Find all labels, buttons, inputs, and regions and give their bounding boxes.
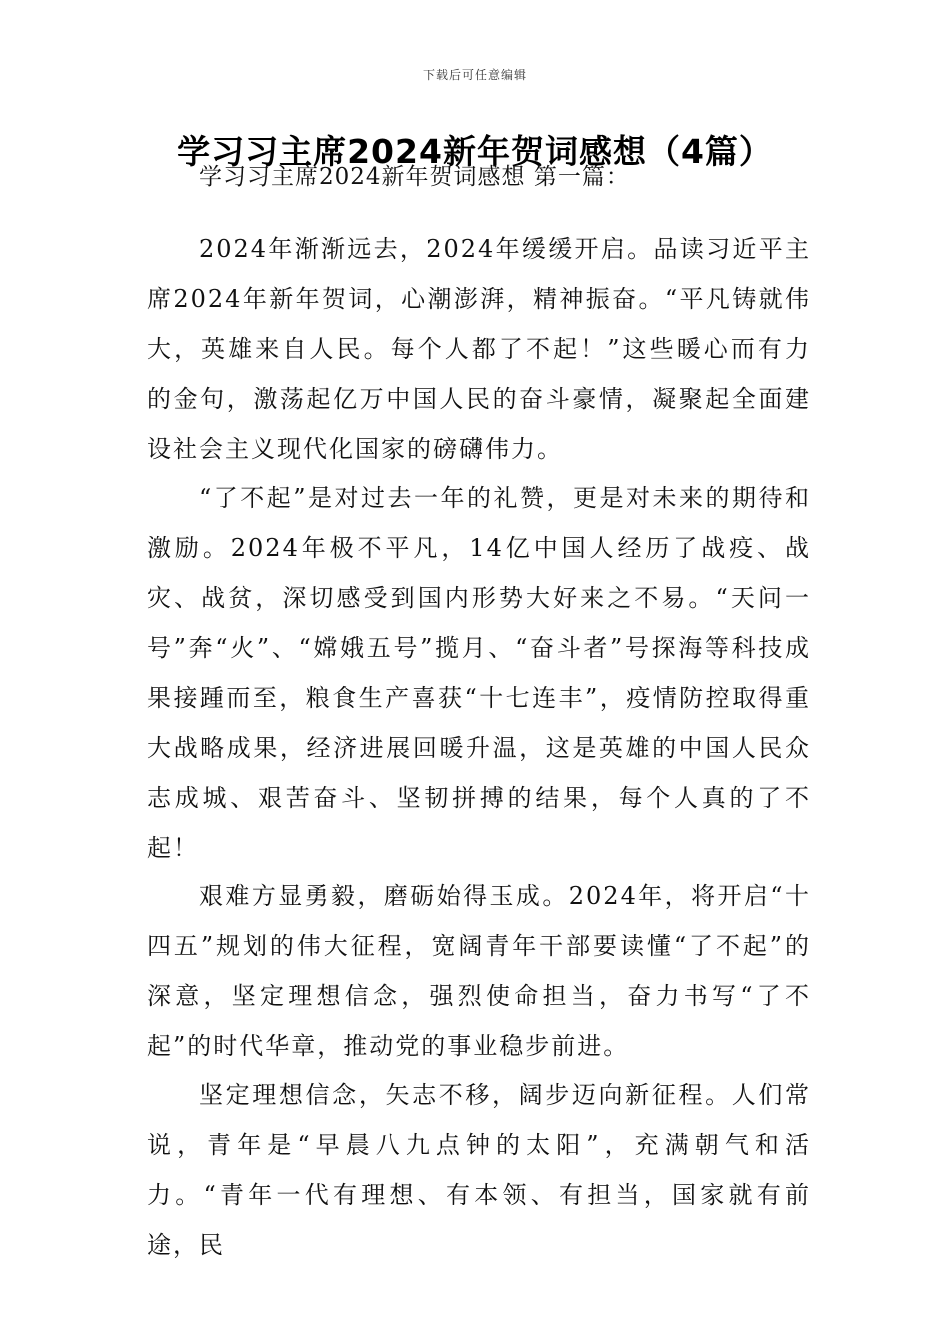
paragraph-3-container — [147, 871, 811, 1071]
paragraph-2: “了不起”是对过去一年的礼赞，更是对未来的期待和激励。2024年极不平凡，14亿中国人经历了战疫、战灾、战贫，深切感受到国内形势大好来之不易。“天问一号”奔“火”、“嫦娥五号”揽月、“奋斗者”号探海等科技成果接踵而至，粮食生产喜获“十七连丰”，疫情防控取得重大战略成果，经济进展回暖升温，这是英雄的中国人民众志成城、艰苦奋斗、坚韧拼搏的结果，每个人真的了不起！ — [147, 484, 811, 862]
paragraph-4-container — [147, 1070, 811, 1270]
paragraph-4: 坚定理想信念，矢志不移，阔步迈向新征程。人们常说，青年是“早晨八九点钟的太阳”，充满朝气和活力。“青年一代有理想、有本领、有担当，国家就有前途，民 — [147, 1081, 811, 1259]
header-note: 下载后可任意编辑 — [422, 68, 527, 82]
paragraph-1: 2024年渐渐远去，2024年缓缓开启。品读习近平主席2024年新年贺词，心潮澎湃，精神振奋。“平凡铸就伟大，英雄来自人民。每个人都了不起！”这些暖心而有力的金句，激荡起亿万中国人民的奋斗豪情，凝聚起全面建设社会主义现代化国家的磅礴伟力。 — [147, 235, 811, 463]
document-title: 学习习主席2024新年贺词感想（4篇） — [177, 132, 773, 171]
paragraph-2-container — [147, 473, 811, 873]
section-subtitle: 学习习主席2024新年贺词感想 第一篇： — [199, 164, 630, 190]
paragraph-1-container — [147, 224, 811, 474]
paragraph-3: 艰难方显勇毅，磨砺始得玉成。2024年，将开启“十四五”规划的伟大征程，宽阔青年干部要读懂“了不起”的深意，坚定理想信念，强烈使命担当，奋力书写“了不起”的时代华章，推动党的事业稳步前进。 — [147, 882, 811, 1060]
